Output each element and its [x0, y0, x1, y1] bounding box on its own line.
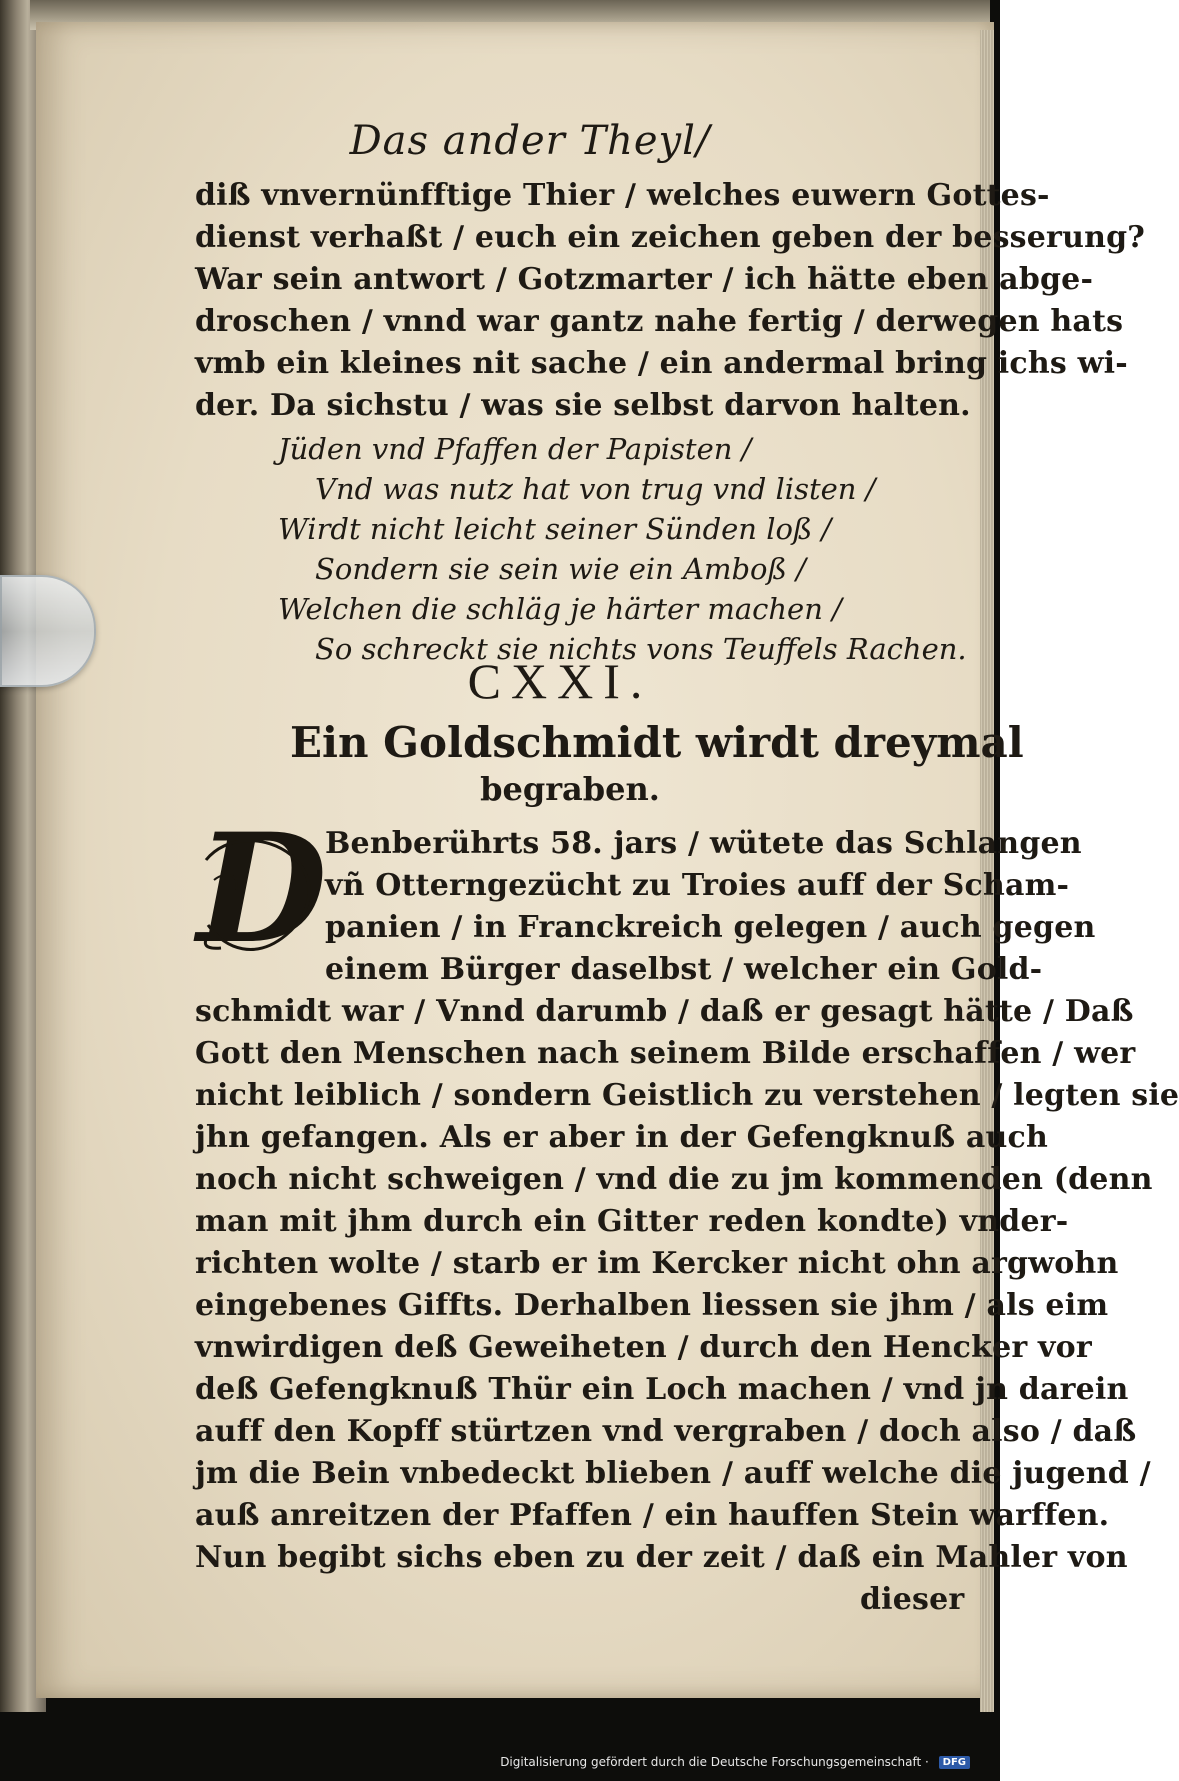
prose-line: der. Da sichstu / was sie selbst darvon halten. [195, 388, 971, 423]
chapter-title-continued: begraben. [480, 770, 660, 808]
prose-line: War sein antwort / Gotzmarter / ich hätte eben abge- [195, 262, 1094, 297]
chapter-title: Ein Goldschmidt wirdt dreymal [290, 718, 1024, 767]
footer-credit-text: Digitalisierung gefördert durch die Deutsche Forschungsgemeinschaft · [500, 1755, 929, 1769]
prose-line: jhn gefangen. Als er aber in der Gefengknuß auch [195, 1120, 1049, 1155]
prose-line: vñ Otterngezücht zu Troies auff der Scham- [325, 868, 1070, 903]
prose-line: dienst verhaßt / euch ein zeichen geben der besserung? [195, 220, 1146, 255]
decorated-initial: D [197, 801, 328, 977]
prose-line: droschen / vnnd war gantz nahe fertig / derwegen hats [195, 304, 1124, 339]
catchword: dieser [860, 1582, 965, 1617]
prose-line: man mit jhm durch ein Gitter reden kondte) vnder- [195, 1204, 1069, 1239]
verse-line: So schreckt sie nichts vons Teuffels Rachen. [315, 632, 967, 666]
prose-line: diß vnvernünfftige Thier / welches euwern Gottes- [195, 178, 1050, 213]
prose-line: noch nicht schweigen / vnd die zu jm kommenden (denn [195, 1162, 1153, 1197]
prose-line: Nun begibt sichs eben zu der zeit / daß ein Mahler von [195, 1540, 1128, 1575]
chapter-number: CXXI. [467, 653, 653, 709]
prose-line: deß Gefengknuß Thür ein Loch machen / vnd jn darein [195, 1372, 1129, 1407]
running-head: Das ander Theyl/ [349, 118, 711, 164]
prose-line: auß anreitzen der Pfaffen / ein hauffen Stein warffen. [195, 1498, 1110, 1533]
prose-line: vmb ein kleines nit sache / ein andermal bring ichs wi- [195, 346, 1128, 381]
verse-line: Sondern sie sein wie ein Amboß / [315, 552, 806, 586]
prose-line: jm die Bein vnbedeckt blieben / auff welche die jugend / [195, 1456, 1151, 1491]
footer-credit [500, 1755, 970, 1769]
verse-line: Wirdt nicht leicht seiner Sünden loß / [278, 512, 832, 546]
prose-line: auff den Kopff stürtzen vnd vergraben / doch also / daß [195, 1414, 1137, 1449]
prose-line: schmidt war / Vnnd darumb / daß er gesagt hätte / Daß [195, 994, 1134, 1029]
prose-line: vnwirdigen deß Geweiheten / durch den Hencker vor [195, 1330, 1092, 1365]
prose-line: Benberührts 58. jars / wütete das Schlangen [325, 826, 1082, 861]
prose-line: nicht leiblich / sondern Geistlich zu verstehen / legten sie [195, 1078, 1179, 1113]
prose-line: eingebenes Giffts. Derhalben liessen sie jhm / als eim [195, 1288, 1109, 1323]
digitization-footer [0, 1712, 1000, 1781]
prose-line: panien / in Franckreich gelegen / auch gegen [325, 910, 1096, 945]
verse-line: Welchen die schläg je härter machen / [278, 592, 842, 626]
prose-line: einem Bürger daselbst / welcher ein Gold- [325, 952, 1043, 987]
prose-line: Gott den Menschen nach seinem Bilde erschaffen / wer [195, 1036, 1136, 1071]
dfg-logo: DFG [939, 1756, 970, 1769]
verse-line: Jüden vnd Pfaffen der Papisten / [278, 432, 752, 466]
prose-line: richten wolte / starb er im Kercker nicht ohn argwohn [195, 1246, 1119, 1281]
verse-line: Vnd was nutz hat von trug vnd listen / [315, 472, 876, 506]
